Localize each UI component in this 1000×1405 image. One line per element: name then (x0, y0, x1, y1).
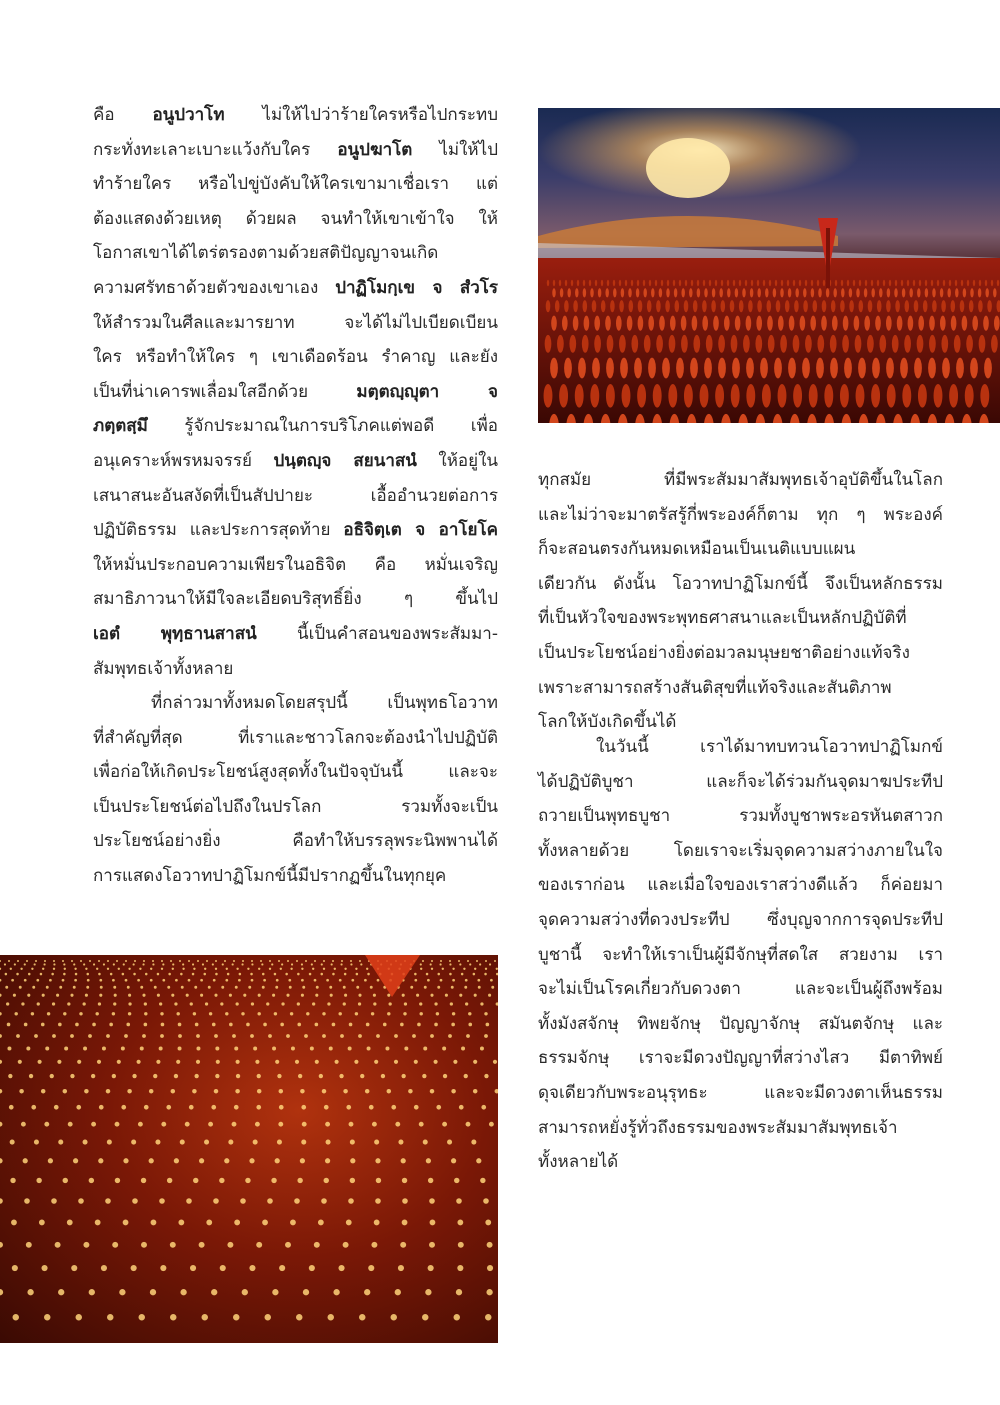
right-bottom-text-column (538, 730, 943, 1180)
text-line (93, 479, 498, 514)
text-run: เป็นที่น่าเคารพเลื่อมใสอีกด้วย (93, 381, 357, 402)
text-line (93, 167, 498, 202)
text-line (538, 463, 943, 498)
text-run: เสนาสนะอันสงัดที่เป็นสัปปายะ เอื้ออำนวยต่อการ (93, 485, 498, 506)
text-line (93, 824, 498, 859)
text-run: ที่กล่าวมาทั้งหมดโดยสรุปนี้ เป็นพุทธโอวาท (151, 693, 498, 714)
pali-term: อนูปฆาโต (337, 139, 413, 160)
pali-term: ปนฺตญฺจ สยนาสนํ (273, 450, 417, 471)
text-run: ได้ปฏิบัติบูชา และก็จะได้ร่วมกันจุดมาฆประทีป (538, 771, 943, 792)
text-line (93, 202, 498, 237)
text-line (93, 859, 498, 894)
text-run: ทำร้ายใคร หรือไปขู่บังคับให้ใครเขามาเชื่อเรา แต่ (93, 174, 498, 195)
text-run: ในวันนี้ เราได้มาทบทวนโอวาทปาฏิโมกข์ (596, 737, 943, 757)
text-line (93, 98, 498, 133)
text-line (538, 972, 943, 1007)
text-line (93, 444, 498, 479)
text-run: อนุเคราะห์พรหมจรรย์ (93, 450, 274, 471)
text-run: ให้อยู่ใน (416, 450, 498, 471)
text-line (538, 834, 943, 869)
text-run: คือ (93, 105, 153, 125)
text-run: และไม่ว่าจะมาตรัสรู้กี่พระองค์ก็ตาม ทุก ๆ พระองค์ (538, 504, 943, 525)
text-run: บูชานี้ จะทำให้เราเป็นผู้มีจักษุที่สดใส สวยงาม เรา (538, 944, 943, 965)
text-line (538, 1076, 943, 1111)
temple-photo-art (538, 108, 1000, 423)
text-run: ทั้งหลายด้วย โดยเราจะเริ่มจุดความสว่างภายในใจ (538, 840, 943, 861)
text-run: สามารถหยั่งรู้ทั่วถึงธรรมของพระสัมมาสัมพุทธเจ้า (538, 1117, 898, 1138)
text-line (538, 1041, 943, 1076)
text-run: ทั้งหลายได้ (538, 1152, 619, 1173)
text-line (538, 601, 943, 636)
text-run: ธรรมจักษุ เราจะมีดวงปัญญาที่สว่างไสว มีตาทิพย์ (538, 1048, 943, 1069)
pali-term: ปาฏิโมกฺเข จ สํวโร (335, 277, 499, 298)
text-run: รู้จักประมาณในการบริโภคแต่พอดี เพื่อ (147, 416, 498, 437)
text-line (538, 938, 943, 973)
candles-photo-art (0, 955, 498, 1343)
text-run: ความศรัทธาด้วยตัวของเขาเอง (93, 277, 336, 298)
right-top-text-column (538, 463, 943, 740)
text-line (538, 636, 943, 671)
text-run: ของเราก่อน และเมื่อใจของเราสว่างดีแล้ว ก็ค่อยมา (538, 875, 943, 896)
text-run: เป็นประโยชน์อย่างยิ่งต่อมวลมนุษยชาติอย่างแท้จริง (538, 642, 910, 663)
text-line (93, 652, 498, 687)
text-run: ประโยชน์อย่างยิ่ง คือทำให้บรรลุพระนิพพานได้ (93, 831, 498, 852)
text-run: ดุจเดียวกับพระอนุรุทธะ และจะมีดวงตาเห็นธรรม (538, 1082, 943, 1103)
text-run: ทุกสมัย ที่มีพระสัมมาสัมพุทธเจ้าอุบัติขึ้นในโลก (538, 470, 943, 490)
candles-photo (0, 955, 498, 1343)
text-line (93, 409, 498, 444)
text-line (538, 1007, 943, 1042)
text-line (93, 271, 498, 306)
text-run: ที่เป็นหัวใจของพระพุทธศาสนาและเป็นหลักปฏิบัติที่ (538, 608, 907, 629)
pali-term: อธิจิตฺเต จ อาโยโค (343, 520, 498, 541)
text-line (538, 532, 943, 567)
text-run: ให้สำรวมในศีลและมารยาท จะได้ไม่ไปเบียดเบียน (93, 312, 498, 333)
text-run: เพราะสามารถสร้างสันติสุขที่แท้จริงและสันติภาพ (538, 677, 892, 698)
text-run: การแสดงโอวาทปาฏิโมกข์นี้มีปรากฏขึ้นในทุกยุค (93, 866, 447, 887)
text-line (538, 799, 943, 834)
text-line (93, 582, 498, 617)
text-run: จุดความสว่างที่ดวงประทีป ซึ่งบุญจากการจุดประทีป (538, 909, 943, 930)
text-run: ไม่ให้ไป (412, 139, 498, 160)
text-run: เพื่อก่อให้เกิดประโยชน์สูงสุดทั้งในปัจจุบันนี้ และจะ (93, 762, 498, 783)
text-line (93, 721, 498, 756)
text-line (538, 498, 943, 533)
text-line (538, 671, 943, 706)
text-run: ที่สำคัญที่สุด ที่เราและชาวโลกจะต้องนำไปปฏิบัติ (93, 727, 498, 748)
text-run: สมาธิภาวนาให้มีใจละเอียดบริสุทธิ์ยิ่ง ๆ ขึ้นไป (93, 589, 498, 610)
text-line (538, 903, 943, 938)
text-line (93, 686, 498, 721)
text-line (93, 513, 498, 548)
text-line (93, 236, 498, 271)
pali-term: มตฺตญฺญุตา จ (356, 381, 498, 402)
pali-term: ภตฺตสฺมึ (93, 416, 148, 437)
pali-term: อนูปวาโท (152, 105, 225, 125)
text-run: นี้เป็นคำสอนของพระสัมมา- (256, 623, 498, 644)
text-run: ใคร หรือทำให้ใคร ๆ เขาเดือดร้อน รำคาญ และยัง (93, 347, 498, 368)
text-run: ถวายเป็นพุทธบูชา รวมทั้งบูชาพระอรหันตสาวก (538, 806, 943, 827)
text-run: ก็จะสอนตรงกันหมดเหมือนเป็นเนติแบบแผน (538, 539, 856, 560)
text-run: ให้หมั่นประกอบความเพียรในอธิจิต คือ หมั่นเจริญ (93, 554, 498, 575)
text-line (93, 548, 498, 583)
text-run: ปฏิบัติธรรม และประการสุดท้าย (93, 520, 344, 541)
text-line (538, 730, 943, 765)
text-run: โลกให้บังเกิดขึ้นได้ (538, 712, 677, 733)
pali-term: เอตํ พุทฺธานสาสนํ (93, 623, 257, 644)
text-run: จะไม่เป็นโรคเกี่ยวกับดวงตา และจะเป็นผู้ถึงพร้อม (538, 979, 943, 1000)
text-line (93, 306, 498, 341)
text-line (93, 755, 498, 790)
text-line (538, 1145, 943, 1180)
text-line (538, 765, 943, 800)
text-run: ทั้งมังสจักษุ ทิพยจักษุ ปัญญาจักษุ สมันตจักษุ และ (538, 1013, 943, 1034)
text-run: โอกาสเขาได้ไตร่ตรองตามด้วยสติปัญญาจนเกิด (93, 243, 439, 264)
text-run: ไม่ให้ไปว่าร้ายใครหรือไปกระทบ (224, 105, 498, 125)
text-line (93, 340, 498, 375)
left-text-column (93, 98, 498, 894)
text-line (538, 1111, 943, 1146)
text-run: เป็นประโยชน์ต่อไปถึงในปรโลก รวมทั้งจะเป็น (93, 796, 498, 817)
text-line (93, 133, 498, 168)
text-run: กระทั่งทะเลาะเบาะแว้งกับใคร (93, 139, 338, 160)
text-run: ต้องแสดงด้วยเหตุ ด้วยผล จนทำให้เขาเข้าใจ ให้ (93, 208, 498, 229)
temple-photo (538, 108, 1000, 423)
text-run: สัมพุทธเจ้าทั้งหลาย (93, 658, 234, 679)
text-line (93, 375, 498, 410)
text-line (538, 567, 943, 602)
text-line (93, 617, 498, 652)
text-run: เดียวกัน ดังนั้น โอวาทปาฏิโมกข์นี้ จึงเป็นหลักธรรม (538, 573, 943, 594)
text-line (93, 790, 498, 825)
text-line (538, 868, 943, 903)
